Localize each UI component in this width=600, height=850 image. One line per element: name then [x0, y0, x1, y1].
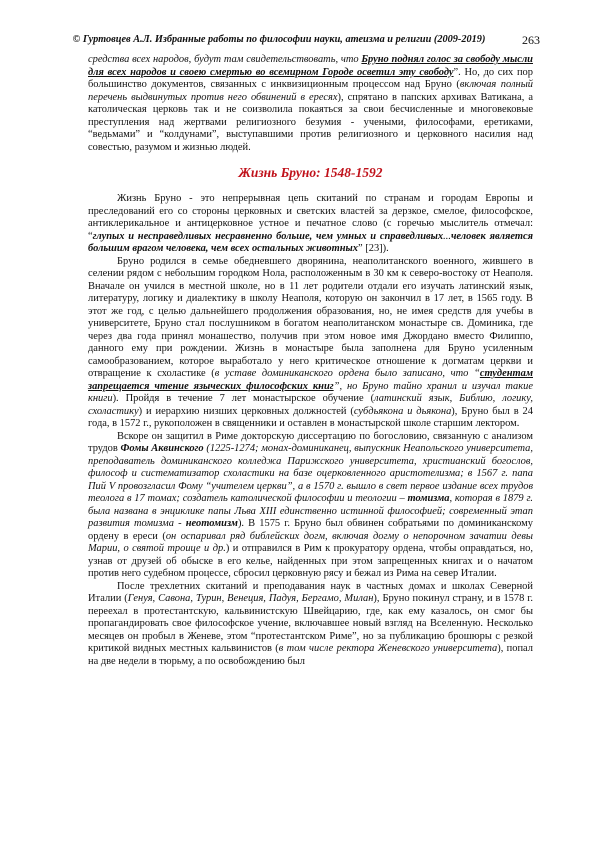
paragraph-early-life: [88, 256, 533, 431]
paragraph-doctorate: [88, 431, 533, 581]
text-run: ...: [443, 230, 451, 242]
page-body: [88, 54, 533, 668]
text-run: Генуя, Савона, Турин, Венеция, Падуя, Бергамо, Милан: [127, 593, 374, 604]
intro-paragraph: [88, 54, 533, 154]
text-run: глупых и несправедливых несравненно больше, чем умных и справедливых: [92, 230, 444, 242]
text-run: После трехлетних скитаний и преподавания наук в частных домах и школах Северной Италии (: [88, 580, 533, 604]
text-run: Вскоре он защитил в Риме докторскую диссертацию по богословию, связанную с анализом трудов: [88, 430, 533, 454]
text-run: средства всех народов, будут там свидетельствовать, что: [88, 54, 362, 65]
text-run: субдьякона и дьякона: [353, 405, 452, 417]
running-header: [60, 34, 540, 45]
text-run: в уставе доминиканского ордена было записано, что “: [214, 368, 480, 379]
text-run: (1225-1274; монах-доминиканец, выпускник Неапольского университета, преподаватель доминиканского колледжа Парижского университета, христианский богослов, философ и систематизатор схоластики на базе оцерковленного аристотелизма; в 1567 г. папа Пий V провозгласил Фому “учителем церкви”, а в 1570 г. вышло в свет первое издание всех трудов теолога в 17 томах; создатель католической философии и теологии –: [88, 443, 533, 504]
text-run: , которая в 1879 г. была названа в энциклике папы Льва XIII единственно истинной философией; современный этап развития томизма -: [88, 493, 533, 529]
text-run: ) и отправился в Рим к прокуратору ордена, чтобы оправдаться, но, узнав от друзей об обыске в его келье, найденных при этом запрещенных книгах и о начатом против него судебном процессе, сбросил церковную рясу и бежал из Рима на север Италии.: [88, 543, 533, 579]
text-run: ), спрятано в папских архивах Ватикана, а католическая церковь так и не соизволила покаяться за свои бесчисленные и многовековые преступления над жертвами религиозного безумия - учеными, философами, еретиками, “ведьмами” и “колдунами”, выступавшими против религиозного и церковного насилия над совестью, разумом и жизнью людей.: [88, 91, 533, 153]
text-run: студентам запрещается чтение языческих философских книг: [88, 368, 533, 392]
text-run: ), Бруно покинул страну, и в 1578 г. переехал в протестантскую, кальвинистскую Швейцарию, где, как ему казалось, он смог бы пропагандировать свое философское учение, включавшее новый взгляд на Вселенную. Несколько месяцев он пробыл в Женеве, этом “протестантском Риме”, но за публикацию брошюры с резкой критикой видных местных кальвинистов (: [88, 593, 533, 654]
text-run: ”. Но, до сих пор большинство документов, связанных с инквизиционным процессом над Бруно (: [88, 66, 533, 90]
text-run: человек является большим врагом человека, чем всех остальных животных: [88, 230, 533, 254]
text-run: ). В 1575 г. Бруно был обвинен собратьями по доминиканскому ордену в ереси (: [88, 518, 534, 542]
section-heading: Жизнь Бруно: 1548-1592: [238, 165, 383, 180]
text-run: включая полный перечень выдвинутых против него обвинений в ересях: [88, 79, 534, 103]
text-run: Бруно поднял голос за свободу мысли для всех народов и своею смертью во всемирном Городе осветил эту свободу: [88, 54, 533, 78]
text-run: ), Бруно был в 24 года, в 1572 г., рукоположен в священники и оставлен в монастырской школе старшим лектором.: [88, 405, 533, 429]
text-run: ”, но Бруно тайно хранил и изучал такие книги: [88, 380, 533, 404]
text-run: латинский язык, Библию, логику, схоластику: [88, 393, 533, 417]
text-run: Жизнь Бруно - это непрерывная цепь скитаний по странам и городам Европы и преследований его со стороны церковных и светских властей за дерзкое, смелое, философское, антиклерикальное и антицерковное устное и печатное слово (с горечью мыслитель отмечал: “: [88, 193, 533, 242]
text-run: ), попал на две недели в тюрьму, а по освобождению был: [88, 643, 533, 667]
page-number: 263: [522, 33, 540, 47]
text-run: он оспаривал ряд библейских догм, включая догму о непорочном зачатии девы Марии, о святой троице и др.: [88, 530, 533, 554]
text-run: ” [23]).: [358, 243, 389, 254]
text-run: Бруно родился в семье обедневшего дворянина, неаполитанского военного, жившего в селении рядом с небольшим городком Нола, расположенным в 30 км к северо-востоку от Неаполя. Вначале он учился в местной школе, но в 11 лет родители отдали его изучать латинский язык, литературу, логику и диалектику в школу Неаполя, которую он закончил в 17 лет, в 1565 году. В этот же год, с целью дальнейшего продолжения образования, но, не имея средств для учебы в университете, Бруно стал послушником в богатом неаполитанском монастыре св. Доминика, где через два года принял монашество, получив при этом новое имя Джордано вместо Филиппо, данного ему при рождении. Жизнь в монастыре была заполнена для Бруно усиленным самообразованием, которое выработало у него критическое отношение к догматам церкви и отвращение к схоластике (: [88, 255, 533, 379]
running-title: © Гуртовцев А.Л. Избранные работы по философии науки, атеизма и религии (2009-2019): [72, 34, 486, 45]
text-run: неотомизм: [185, 518, 238, 529]
text-run: томизма: [407, 493, 450, 504]
text-run: в том числе ректора Женевского университета: [278, 643, 498, 654]
paragraph-life-overview: [88, 193, 533, 256]
text-run: Фомы Аквинского: [120, 443, 204, 454]
text-run: ). Пройдя в течение 7 лет монастырское обучение (: [112, 393, 375, 404]
text-run: ) и иерархию низших церковных должностей (: [138, 405, 354, 417]
paragraph-wanderings: [88, 581, 533, 669]
